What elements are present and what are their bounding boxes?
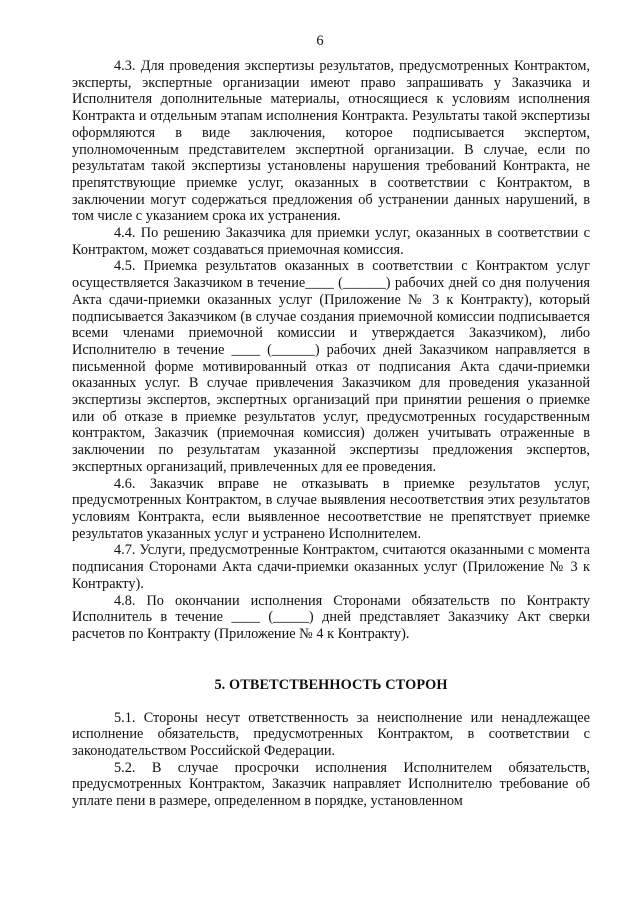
clause-5-1: 5.1. Стороны несут ответственность за неисполнение или ненадлежащее исполнение обязательств, предусмотренных Контрактом, в соответствии с законодательством Российской Федерации. (72, 709, 590, 760)
clause-4-3: 4.3. Для проведения экспертизы результатов, предусмотренных Контрактом, эксперты, экспертные организации имеют право запрашивать у Заказчика и Исполнителя дополнительные материалы, относящиеся к условиям исполнения Контракта и отдельным этапам исполнения Контракта. Результаты такой экспертизы оформляются в виде заключения, которое подписывается экспертом, уполномоченным представителем экспертной организации. В случае, если по результатам такой экспертизы установлены нарушения требований Контракта, не препятствующие приемке услуг, оказанных в соответствии с Контрактом, в заключении могут содержаться предложения об устранении данных нарушений, в том числе с указанием срока их устранения. (72, 58, 590, 225)
clause-4-7: 4.7. Услуги, предусмотренные Контрактом, считаются оказанными с момента подписания Сторонами Акта сдачи-приемки оказанных услуг (Приложение № 3 к Контракту). (72, 542, 590, 592)
page-number: 6 (316, 33, 324, 49)
clause-4-5: 4.5. Приемка результатов оказанных в соответствии с Контрактом услуг осуществляется Заказчиком в течение____ (______) рабочих дней со дня получения Акта сдачи-приемки оказанных услуг (Приложение № 3 к Контракту), который подписывается Заказчиком (в случае создания приемочной комиссии подписывается всеми членами приемочной комиссии и утверждается Заказчиком), либо Исполнителю в течение ____ (______) рабочих дней Заказчиком направляется в письменной форме мотивированный отказ от подписания Акта сдачи-приемки оказанных услуг. В случае привлечения Заказчиком для проведения указанной экспертизы экспертов, экспертных организаций при принятии решения о приемке или об отказе в приемке результатов услуг, предусмотренных государственным контрактом, Заказчик (приемочная комиссия) должен учитывать отраженные в заключении по результатам указанной экспертизы предложения экспертов, экспертных организаций, привлеченных для ее проведения. (72, 258, 590, 475)
clause-4-8: 4.8. По окончании исполнения Сторонами обязательств по Контракту Исполнитель в течение ____ (_____) дней представляет Заказчику Акт сверки расчетов по Контракту (Приложение № 4 к Контракту). (72, 592, 590, 642)
clause-5-2: 5.2. В случае просрочки исполнения Исполнителем обязательств, предусмотренных Контрактом, Заказчик направляет Исполнителю требование об уплате пени в размере, определенном в порядке, установленном (72, 759, 590, 810)
section-5-heading: 5. ОТВЕТСТВЕННОСТЬ СТОРОН (214, 676, 448, 693)
document-body (72, 58, 590, 810)
clause-4-4: 4.4. По решению Заказчика для приемки услуг, оказанных в соответствии с Контрактом, может создаваться приемочная комиссия. (72, 225, 590, 258)
clause-4-6: 4.6. Заказчик вправе не отказывать в приемке результатов услуг, предусмотренных Контрактом, в случае выявления несоответствия этих результатов условиям Контракта, если выявленное несоответствие не препятствует приемке результатов указанных услуг и устранено Исполнителем. (72, 475, 590, 542)
